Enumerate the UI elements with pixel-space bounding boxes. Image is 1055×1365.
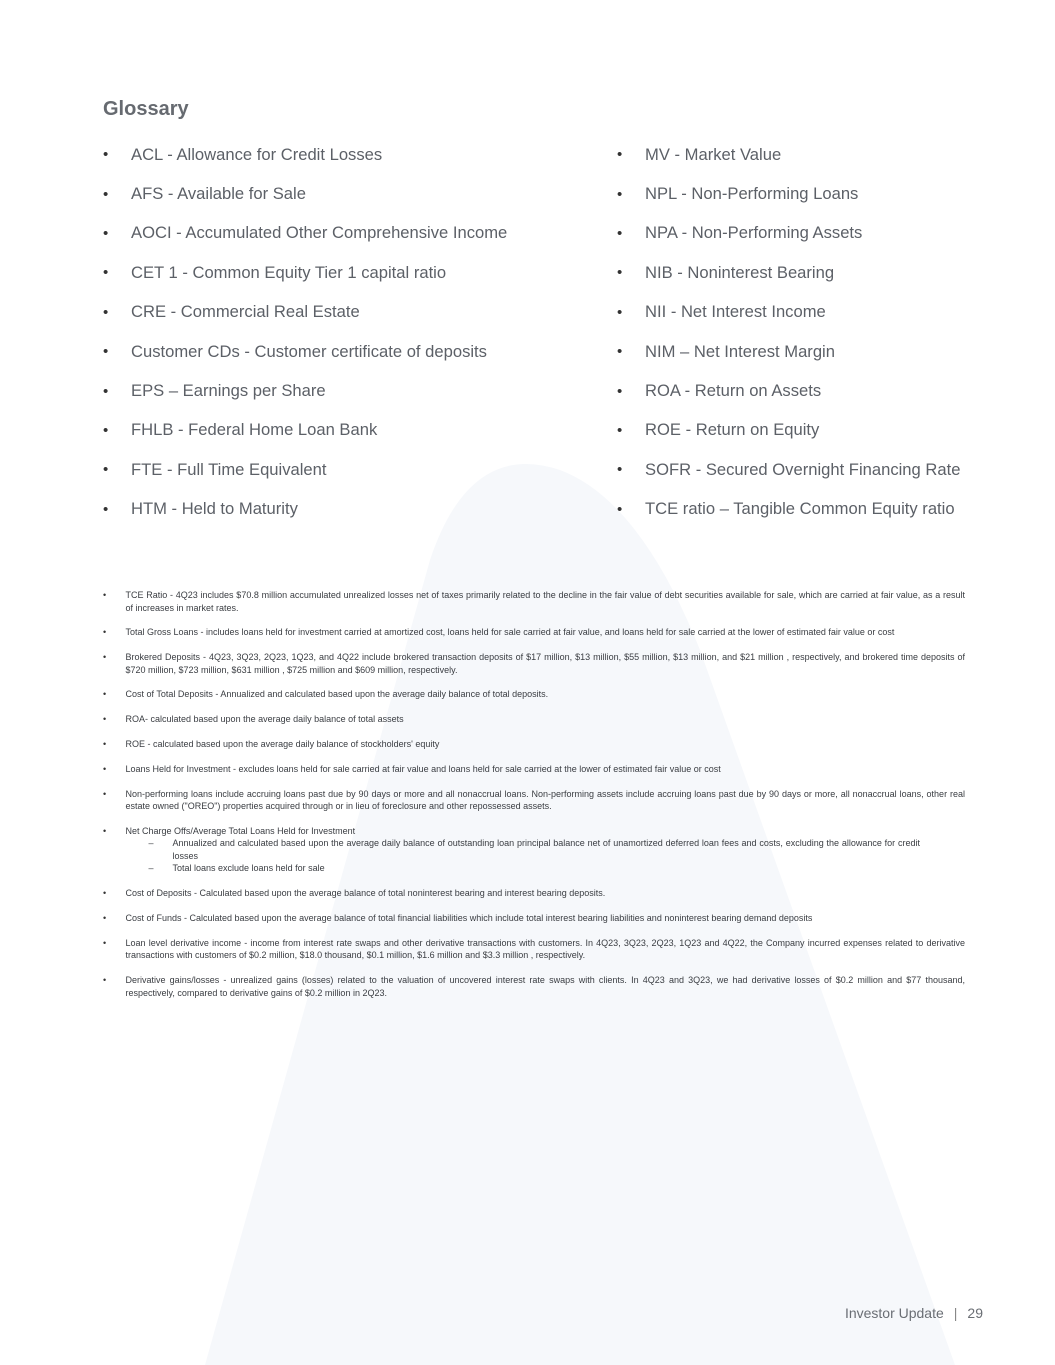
footnote — [103, 688, 965, 701]
glossary-term: FTE - Full Time Equivalent — [131, 459, 327, 479]
glossary-item — [617, 411, 1037, 450]
bullet-icon: • — [617, 264, 623, 282]
bullet-icon: • — [617, 421, 623, 439]
bullet-icon: • — [103, 185, 109, 203]
footnote-subitem — [126, 862, 966, 875]
bullet-icon: • — [103, 421, 109, 439]
footnote-text: ROE - calculated based upon the average daily balance of stockholders' equity — [125, 738, 440, 749]
bullet-icon: • — [617, 146, 623, 164]
glossary-term: TCE ratio – Tangible Common Equity ratio — [645, 499, 955, 519]
glossary-item — [103, 490, 583, 529]
glossary-item — [103, 174, 583, 213]
bullet-icon: • — [103, 888, 107, 899]
glossary-term: ROA - Return on Assets — [645, 381, 822, 401]
footnote-text: Loan level derivative income - income from interest rate swaps and other derivative transactions with customers. In 4Q23, 3Q23, 2Q23, 1Q23 and 4Q22, the Company incurred expenses related to derivative transactions with customers of $0.2 million, $18.0 thousand, $0.1 million, $1.6 million and $3.3 million , respectively. — [125, 937, 965, 961]
glossary-item — [103, 411, 583, 450]
bullet-icon: • — [617, 343, 623, 361]
bullet-icon: • — [103, 738, 107, 749]
bullet-icon: • — [103, 714, 107, 725]
glossary-item — [103, 332, 583, 371]
bullet-icon: • — [103, 912, 107, 923]
footnote — [103, 651, 965, 676]
glossary-item — [617, 214, 1037, 253]
bullet-icon: • — [103, 590, 107, 600]
glossary-term: NIM – Net Interest Margin — [645, 341, 835, 361]
footnote-text: Loans Held for Investment - excludes loans held for sale carried at fair value and loans held for sale carried at the lower of estimated fair value or cost — [125, 763, 721, 774]
bullet-icon: • — [617, 500, 623, 518]
footnote — [103, 738, 965, 751]
glossary-term: NII - Net Interest Income — [645, 302, 826, 322]
footnote-text: Net Charge Offs/Average Total Loans Held for Investment — [125, 825, 356, 836]
bullet-icon: • — [103, 937, 107, 948]
bullet-icon: • — [103, 264, 109, 282]
glossary-item — [617, 490, 1037, 529]
bullet-icon: • — [103, 500, 109, 518]
glossary-item — [103, 214, 583, 253]
footnotes-list — [103, 589, 965, 1011]
footnote — [103, 912, 965, 925]
glossary-term: NIB - Noninterest Bearing — [645, 262, 835, 282]
footnote-subtext: Total loans exclude loans held for sale — [172, 863, 325, 874]
footnote — [103, 887, 965, 900]
footnote — [103, 589, 965, 614]
footnote-text: Brokered Deposits - 4Q23, 3Q23, 2Q23, 1Q23, and 4Q22 include brokered transaction deposits of $17 million, $13 million, $55 million, $13 million, and $21 million , respectively, and brokered time deposits of $720 million, $723 million, $631 million , $725 million and $609 million, respectively. — [125, 652, 965, 675]
footnote-text: TCE Ratio - 4Q23 includes $70.8 million accumulated unrealized losses net of taxes primarily related to the decline in the fair value of debt securities available for sale, which are carried at fair value, as a result of increases in market rates. — [125, 590, 965, 613]
bullet-icon: • — [103, 224, 109, 242]
footnote — [103, 713, 965, 726]
glossary-term: NPL - Non-Performing Loans — [645, 184, 859, 204]
footnote — [103, 825, 965, 875]
glossary-term: EPS – Earnings per Share — [131, 381, 326, 401]
footnote-text: Cost of Funds - Calculated based upon the average balance of total financial liabilities which include total interest bearing liabilities and noninterest bearing demand deposits — [125, 912, 813, 923]
bullet-icon: • — [103, 382, 109, 400]
glossary-term: ACL - Allowance for Credit Losses — [131, 144, 383, 164]
page-title: Glossary — [103, 98, 189, 120]
bullet-icon: • — [103, 461, 109, 479]
dash-icon: – — [148, 838, 154, 849]
glossary-item — [617, 253, 1037, 292]
footnote — [103, 974, 965, 999]
dash-icon: – — [148, 863, 154, 874]
footnote — [103, 937, 965, 962]
bullet-icon: • — [617, 382, 623, 400]
bullet-icon: • — [103, 303, 109, 321]
page-number: 29 — [967, 1305, 983, 1321]
glossary-term: CET 1 - Common Equity Tier 1 capital ratio — [131, 262, 447, 282]
glossary-term: FHLB - Federal Home Loan Bank — [131, 420, 378, 440]
bullet-icon: • — [103, 689, 107, 700]
footer-separator: | — [953, 1305, 958, 1321]
bullet-icon: • — [103, 975, 107, 986]
glossary-term: SOFR - Secured Overnight Financing Rate — [645, 459, 961, 479]
glossary-term: ROE - Return on Equity — [645, 420, 820, 440]
footnote-subitems — [126, 837, 966, 875]
glossary-term: CRE - Commercial Real Estate — [131, 302, 360, 322]
glossary-item — [617, 371, 1037, 410]
bullet-icon: • — [103, 763, 107, 774]
footnote-text: ROA- calculated based upon the average daily balance of total assets — [125, 714, 404, 725]
glossary-term: MV - Market Value — [645, 144, 782, 164]
bullet-icon: • — [103, 652, 107, 663]
footnote — [103, 626, 965, 639]
bullet-icon: • — [103, 343, 109, 361]
glossary-item — [617, 450, 1037, 489]
glossary-item — [617, 332, 1037, 371]
footnote-subitem — [126, 837, 966, 862]
glossary-term: NPA - Non-Performing Assets — [645, 223, 863, 243]
glossary-item — [103, 371, 583, 410]
glossary-left-column — [103, 135, 583, 529]
glossary-right-column — [617, 135, 1037, 529]
footnote-text: Cost of Deposits - Calculated based upon the average balance of total noninterest bearing and interest bearing deposits. — [125, 888, 606, 899]
glossary-term: Customer CDs - Customer certificate of deposits — [131, 341, 487, 361]
footnote-subtext: Annualized and calculated based upon the average daily balance of outstanding loan principal balance net of unamortized deferred loan fees and costs, excluding the allowance for credit losses — [172, 838, 920, 861]
glossary-term: AFS - Available for Sale — [131, 184, 306, 204]
footnote-text: Non-performing loans include accruing loans past due by 90 days or more and all nonaccrual loans. Non-performing assets include accruing loans past due by 90 days or more, all nonaccrual loans, other real estate owned ("OREO") properties acquired through or in lieu of foreclosure and other repossessed assets. — [125, 788, 965, 812]
page-footer — [845, 1305, 983, 1321]
bullet-icon: • — [103, 825, 107, 836]
bullet-icon: • — [617, 185, 623, 203]
footnote-body — [126, 825, 966, 875]
footnote — [103, 763, 965, 776]
glossary-item — [103, 450, 583, 489]
bullet-icon: • — [617, 224, 623, 242]
bullet-icon: • — [617, 461, 623, 479]
glossary-term: HTM - Held to Maturity — [131, 499, 298, 519]
footnote — [103, 788, 965, 813]
glossary-item — [617, 293, 1037, 332]
bullet-icon: • — [103, 627, 107, 638]
footer-label: Investor Update — [844, 1305, 944, 1321]
footnote-text: Derivative gains/losses - unrealized gains (losses) related to the valuation of uncovered interest rate swaps with clients. In 4Q23 and 3Q23, we had derivative losses of $0.2 million and $77 thousand, respectively, compared to derivative gains of $0.2 million in 2Q23. — [125, 975, 965, 998]
bullet-icon: • — [103, 146, 109, 164]
glossary-item — [617, 135, 1037, 174]
footnote-text: Cost of Total Deposits - Annualized and calculated based upon the average daily balance of total deposits. — [125, 689, 549, 700]
glossary-term: AOCI - Accumulated Other Comprehensive Income — [131, 223, 508, 243]
glossary-item — [617, 174, 1037, 213]
glossary-item — [103, 253, 583, 292]
glossary-item — [103, 293, 583, 332]
glossary-item — [103, 135, 583, 174]
footnote-text: Total Gross Loans - includes loans held for investment carried at amortized cost, loans held for sale carried at fair value, and loans held for sale carried at the lower of estimated fair value or cost — [125, 627, 895, 638]
bullet-icon: • — [103, 788, 107, 799]
bullet-icon: • — [617, 303, 623, 321]
